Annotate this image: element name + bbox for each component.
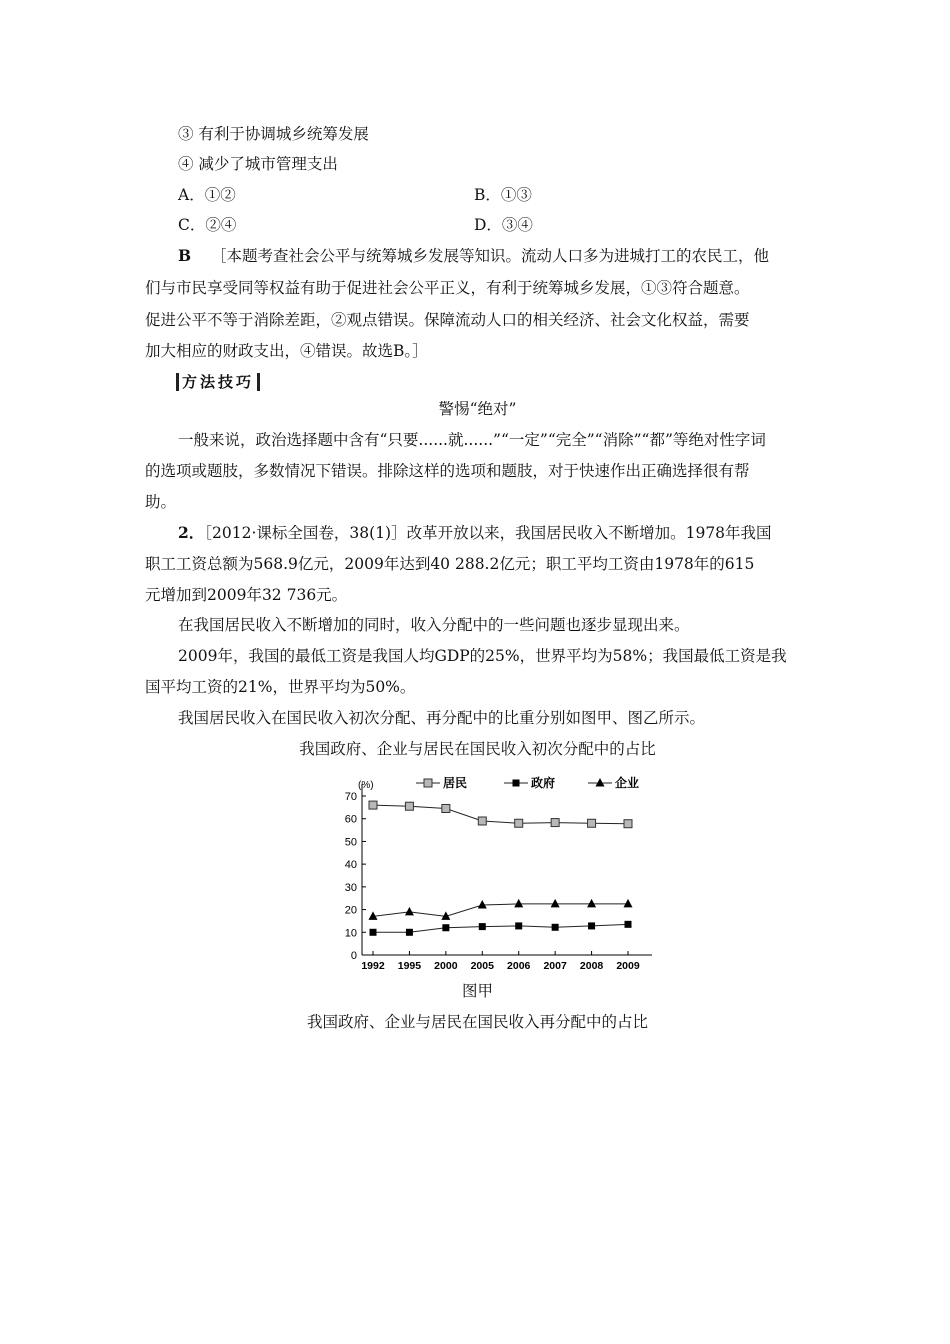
method-title: 警惕“绝对” — [438, 400, 517, 418]
series-1-point — [406, 929, 413, 936]
answer-explanation-1: ［本题考查社会公平与统筹城乡发展等知识。流动人口多为进城打工的农民工，他 — [210, 247, 769, 265]
method-body-3: 助。 — [145, 493, 177, 511]
method-body-2: 的选项或题肢，多数情况下错误。排除这样的选项和题肢，对于快速作出正确选择很有帮 — [145, 462, 750, 480]
answer-letter: B — [178, 246, 192, 265]
figure1-line-chart — [330, 768, 660, 978]
legend-marker — [424, 779, 432, 787]
series-2-point — [587, 899, 596, 908]
x-tick-label: 1992 — [361, 960, 385, 972]
series-1-point — [625, 921, 632, 928]
method-body-1: 一般来说，政治选择题中含有“只要......就......”“一定”“完全”“消除”“都”等绝对性字词 — [178, 431, 766, 449]
x-tick-label: 1995 — [397, 960, 422, 972]
series-1-point — [442, 924, 449, 931]
series-0-point — [624, 820, 632, 828]
series-2-point — [478, 900, 487, 909]
series-1-point — [588, 922, 595, 929]
series-1-point — [479, 923, 486, 930]
figure1-caption: 图甲 — [461, 982, 493, 1000]
y-tick-label: 40 — [344, 859, 357, 872]
question2-line-1 — [178, 523, 810, 543]
method-badge: 方法技巧 — [176, 373, 260, 391]
figure2-title: 我国政府、企业与居民在国民收入再分配中的占比 — [306, 1013, 648, 1031]
x-tick-label: 2006 — [507, 960, 531, 972]
question2-para-4: 我国居民收入在国民收入初次分配、再分配中的比重分别如图甲、图乙所示。 — [178, 709, 706, 727]
legend-label: 企业 — [615, 776, 640, 790]
legend-label: 政府 — [531, 776, 556, 790]
series-1-point — [552, 924, 559, 931]
x-tick-label: 2008 — [579, 960, 604, 972]
answer-explanation-3: 促进公平不等于消除差距，②观点错误。保障流动人口的相关经济、社会文化权益，需要 — [145, 311, 750, 329]
legend-marker — [513, 780, 520, 787]
series-1-point — [515, 922, 522, 929]
series-2-point — [551, 899, 560, 908]
question2-number: 2． — [178, 523, 205, 542]
question2-para-2: 在我国居民收入不断增加的同时，收入分配中的一些问题也逐步显现出来。 — [178, 616, 690, 634]
series-2-point — [624, 899, 633, 908]
y-tick-label: 0 — [350, 950, 357, 962]
answer-explanation-2: 们与市民享受同等权益有助于促进社会公平正义，有利于统筹城乡发展，①③符合题意。 — [145, 279, 750, 297]
y-axis-label: (%) — [358, 780, 374, 791]
series-1-point — [370, 929, 377, 936]
legend-marker — [596, 778, 605, 787]
series-0-point — [442, 804, 450, 812]
question2-text-2: 职工工资总额为568.9亿元，2009年达到40 288.2亿元；职工平均工资由1978年的615 — [145, 555, 755, 573]
x-tick-label: 2009 — [616, 960, 640, 972]
figure1-title: 我国政府、企业与居民在国民收入初次分配中的占比 — [299, 740, 656, 758]
choice-b: B．①③ — [474, 186, 532, 204]
y-tick-label: 60 — [344, 813, 357, 826]
series-0-point — [369, 801, 377, 809]
answer-line-1 — [178, 246, 810, 266]
option-4: ④ 减少了城市管理支出 — [178, 155, 338, 173]
choice-d: D．③④ — [474, 216, 533, 234]
y-tick-label: 20 — [344, 904, 357, 917]
y-tick-label: 30 — [344, 881, 357, 894]
question2-text-1: ［2012·课标全国卷，38(1)］改革开放以来，我国居民收入不断增加。1978年我国 — [204, 524, 772, 542]
x-tick-label: 2005 — [470, 960, 494, 972]
x-tick-label: 2007 — [543, 960, 567, 972]
option-3: ③ 有利于协调城乡统筹发展 — [178, 125, 369, 143]
series-0-point — [551, 819, 559, 827]
legend-label: 居民 — [443, 776, 468, 790]
series-0-point — [478, 817, 486, 825]
y-tick-label: 10 — [344, 927, 357, 940]
series-0-point — [515, 819, 523, 827]
series-2-point — [514, 899, 523, 908]
y-tick-label: 70 — [344, 791, 357, 803]
choice-a: A．①② — [178, 186, 236, 204]
choice-c: C．②④ — [178, 216, 237, 234]
series-0-point — [588, 819, 596, 827]
question2-para-3-1: 2009年，我国的最低工资是我国人均GDP的25%，世界平均为58%；我国最低工资是我 — [178, 647, 787, 665]
series-0-point — [405, 802, 413, 810]
question2-text-3: 元增加到2009年32 736元。 — [145, 586, 348, 604]
series-2-point — [405, 907, 414, 916]
y-tick-label: 50 — [344, 836, 357, 849]
question2-para-3-2: 国平均工资的21%，世界平均为50%。 — [145, 678, 416, 696]
x-tick-label: 2000 — [434, 960, 458, 972]
answer-explanation-4: 加大相应的财政支出，④错误。故选B。］ — [145, 342, 428, 360]
